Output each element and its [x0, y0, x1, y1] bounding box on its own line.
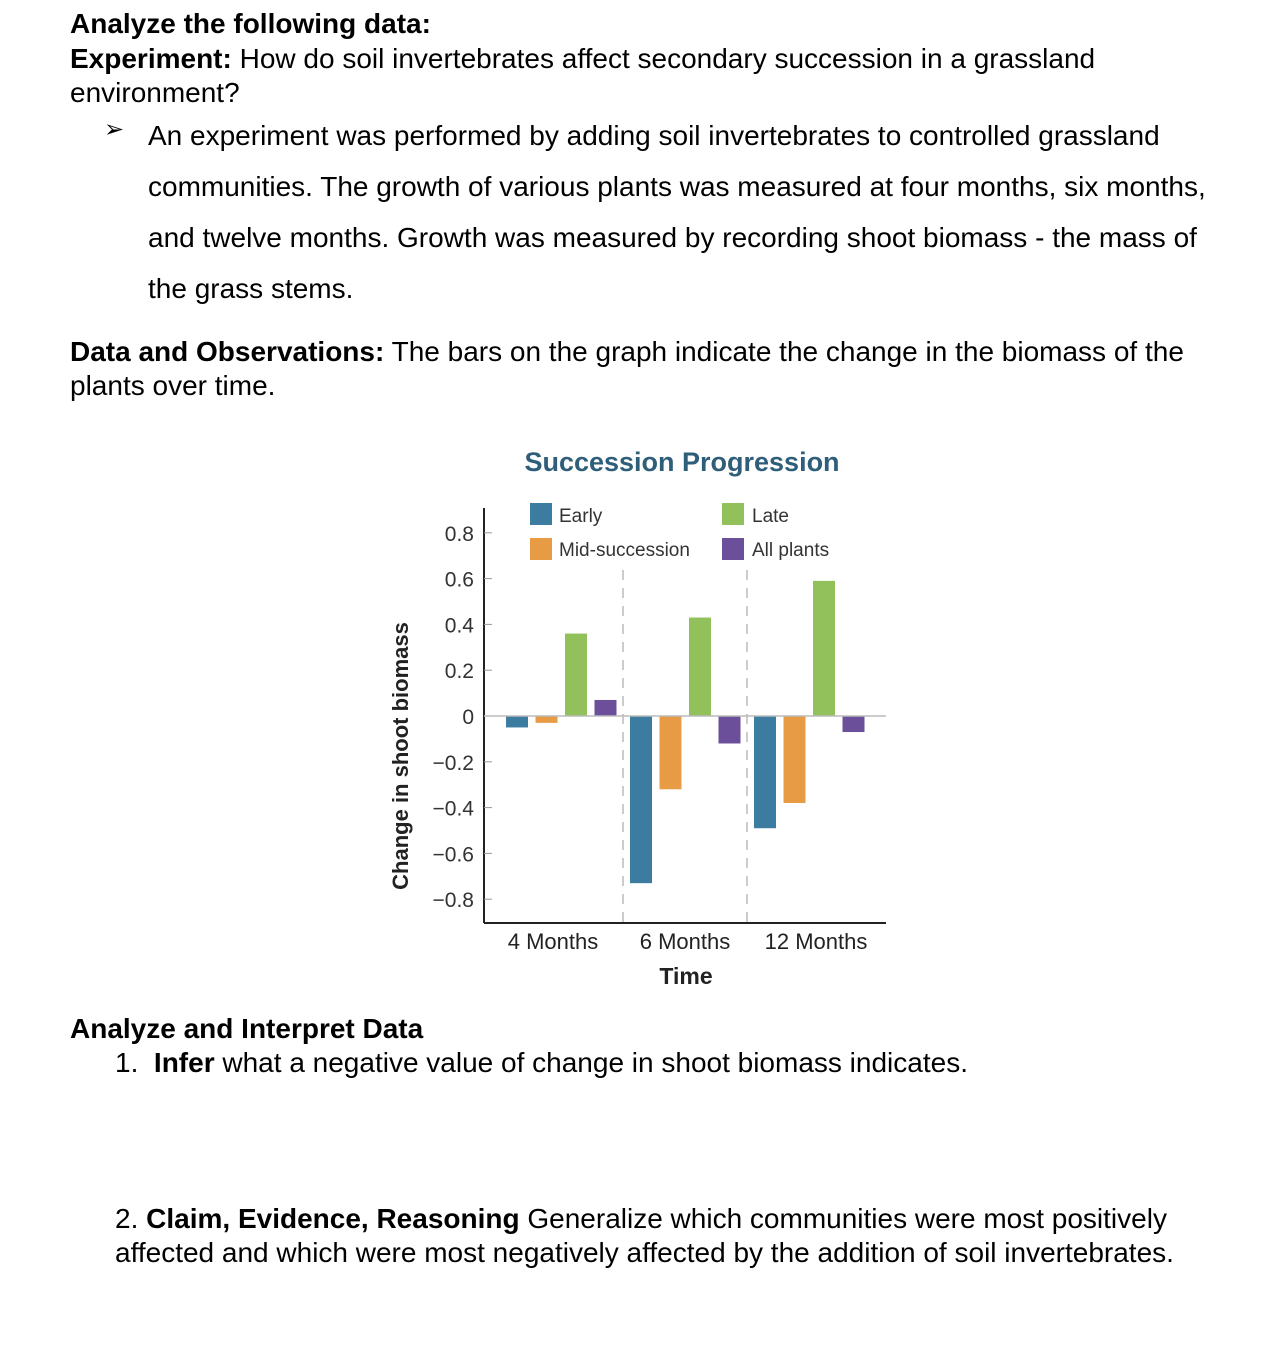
experiment-text: How do soil invertebrates affect secondary succession in a grassland environment?	[70, 43, 1096, 108]
page-heading: Analyze the following data:	[70, 8, 431, 39]
y-tick-label: −0.2	[432, 751, 474, 775]
chart-legend	[530, 503, 829, 561]
bar-late-4-months	[565, 634, 587, 716]
analyze-heading: Analyze and Interpret Data	[70, 1013, 424, 1044]
y-axis-label: Change in shoot biomass	[388, 622, 413, 890]
bar-early-6-months	[630, 716, 652, 883]
data-observations-text: The bars on the graph indicate the change in the biomass of the plants over time.	[70, 336, 1184, 401]
y-axis	[433, 508, 492, 923]
bar-mid-succession-12-months	[784, 716, 806, 803]
experiment-description: An experiment was performed by adding soil invertebrates to controlled grassland communities. The growth of various plants was measured at four months, six months, and twelve months. Growth was measured by recording shoot biomass - the mass of the grass stems.	[148, 120, 1206, 304]
x-tick-label: 4 Months	[507, 929, 599, 954]
experiment-label: Experiment:	[70, 43, 232, 74]
succession-chart	[0, 430, 1274, 1050]
bar-mid-succession-4-months	[536, 716, 558, 723]
bar-early-12-months	[754, 716, 776, 828]
y-tick-label: −0.4	[432, 797, 474, 821]
bar-all-plants-6-months	[719, 716, 741, 743]
legend-label-all-plants: All plants	[752, 540, 830, 561]
legend-swatch-early	[530, 503, 552, 525]
y-tick-label: −0.8	[432, 889, 474, 913]
question-1-number: 1.	[115, 1047, 139, 1078]
y-tick-label: 0.4	[444, 614, 474, 638]
y-tick-label: 0.2	[444, 660, 474, 684]
bar-late-12-months	[813, 581, 835, 716]
legend-label-late: Late	[752, 506, 789, 527]
x-axis-label: Time	[659, 963, 713, 989]
question-2-number: 2.	[115, 1203, 139, 1234]
question-1-text: what a negative value of change in shoot biomass indicates.	[222, 1047, 968, 1078]
question-2-text: Generalize which communities were most positively affected and which were most negatively affected by the addition of soil invertebrates.	[115, 1203, 1174, 1268]
x-tick-label: 6 Months	[639, 929, 731, 954]
legend-swatch-all-plants	[722, 538, 744, 560]
bar-early-4-months	[506, 716, 528, 727]
y-tick-label: 0.8	[444, 522, 474, 546]
legend-swatch-mid-succession	[530, 538, 552, 560]
experiment-paragraph	[70, 42, 1210, 110]
legend-label-mid-succession: Mid-succession	[559, 540, 690, 561]
bar-mid-succession-6-months	[660, 716, 682, 789]
bars-group	[506, 581, 865, 883]
chart-title: Succession Progression	[524, 447, 840, 477]
x-tick-label: 12 Months	[764, 929, 868, 954]
bar-all-plants-12-months	[843, 716, 865, 732]
bar-all-plants-4-months	[595, 700, 617, 716]
bar-late-6-months	[689, 618, 711, 716]
question-2	[115, 1202, 1215, 1270]
bullet-arrow-icon: ➢	[104, 116, 125, 143]
y-tick-label: 0.6	[444, 568, 474, 592]
question-2-keyword: Claim, Evidence, Reasoning	[146, 1203, 520, 1234]
data-observations-label: Data and Observations:	[70, 336, 385, 367]
legend-label-early: Early	[559, 506, 603, 527]
data-observations-paragraph	[70, 335, 1220, 403]
legend-swatch-late	[722, 503, 744, 525]
y-tick-label: −0.6	[432, 843, 474, 867]
question-1	[115, 1046, 1215, 1080]
y-tick-label: 0	[462, 706, 474, 729]
question-1-keyword: Infer	[153, 1047, 215, 1078]
